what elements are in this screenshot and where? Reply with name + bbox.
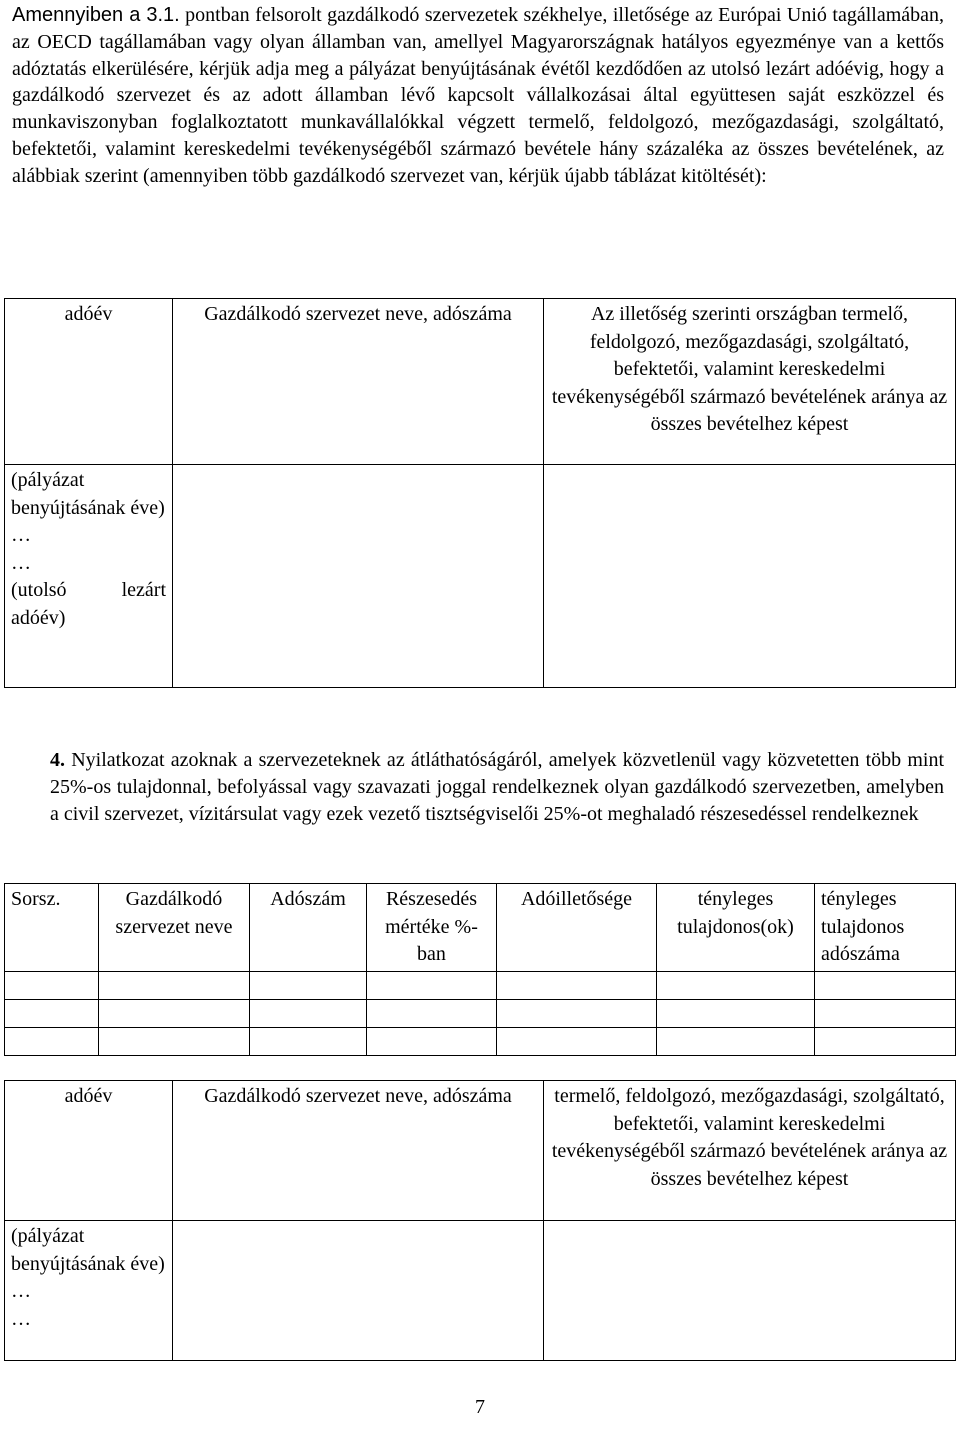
cell[interactable] <box>657 999 815 1027</box>
cell[interactable] <box>250 999 367 1027</box>
col-header-serial: Sorsz. <box>5 884 99 972</box>
cell[interactable] <box>815 1027 956 1055</box>
cell[interactable] <box>657 971 815 999</box>
year-first-label: (pályázat benyújtásának éve) <box>11 1225 165 1275</box>
cell[interactable] <box>367 1027 497 1055</box>
intro-paragraph <box>12 2 944 190</box>
col-header-tax-year: adóév <box>5 1081 173 1221</box>
col-header-tax-residence: Adóilletősége <box>497 884 657 972</box>
ownership-table <box>4 883 956 1056</box>
cell[interactable] <box>250 971 367 999</box>
cell[interactable] <box>5 999 99 1027</box>
ellipsis: … <box>11 1280 31 1302</box>
cell[interactable] <box>497 1027 657 1055</box>
intro-text: pontban felsorolt gazdálkodó szervezetek székhelye, illetősége az Európai Unió tagállamában, az OECD tagállamában vagy olyan államban van, amellyel Magyarországnak hatályos egyezménye van a kettős adóztatás elkerülésére, kérjük adja meg a pályázat benyújtásának évétől kezdődően az utolsó lezárt adóévig, hogy a gazdálkodó szervezet és az adott államban lévő kapcsolt vállalkozásai által együttesen saját eszközzel és munkaviszonyban foglalkoztatott munkavállalókkal végzett termelő, feldolgozó, mezőgazdasági, szolgáltató, befektetői, valamint kereskedelmi tevékenységéből származó bevétele hány százaléka az összes bevételének, az alábbiak szerint (amennyiben több gazdálkodó szervezet van, kérjük újabb táblázat kitöltését): <box>12 4 945 187</box>
year-last-label-cont: adóév) <box>11 606 66 629</box>
cell[interactable] <box>497 999 657 1027</box>
cell[interactable] <box>815 999 956 1027</box>
year-first-label: (pályázat benyújtásának éve) <box>11 469 165 519</box>
cell[interactable] <box>99 1027 250 1055</box>
table-row <box>5 999 956 1027</box>
revenue-ratio-input-cell[interactable] <box>544 465 956 688</box>
revenue-ratio-table <box>4 298 956 688</box>
col-header-org-name: Gazdálkodó szervezet neve, adószáma <box>173 1081 544 1221</box>
cell[interactable] <box>5 1027 99 1055</box>
org-name-input-cell[interactable] <box>173 465 544 688</box>
tax-year-cell <box>5 465 173 688</box>
tax-year-cell <box>5 1221 173 1361</box>
revenue-ratio-input-cell[interactable] <box>544 1221 956 1361</box>
org-name-input-cell[interactable] <box>173 1221 544 1361</box>
col-header-tax-number: Adószám <box>250 884 367 972</box>
page-number: 7 <box>475 1396 485 1418</box>
cell[interactable] <box>99 999 250 1027</box>
col-header-revenue-ratio: termelő, feldolgozó, mezőgazdasági, szolgáltató, befektetői, valamint kereskedelmi tevékenységéből származó bevételének aránya az összes bevételhez képest <box>544 1081 956 1221</box>
col-header-owner-tax-number: tényleges tulajdonos adószáma <box>815 884 956 972</box>
table-row <box>5 971 956 999</box>
cell[interactable] <box>99 971 250 999</box>
ellipsis: … <box>11 1307 31 1330</box>
col-header-revenue-ratio: Az illetőség szerinti országban termelő, feldolgozó, mezőgazdasági, szolgáltató, befektetői, valamint kereskedelmi tevékenységéből származó bevételének aránya az összes bevételhez képest <box>544 299 956 465</box>
year-last-label: (utolsó lezárt <box>11 579 166 601</box>
table-row <box>5 1027 956 1055</box>
cell[interactable] <box>497 971 657 999</box>
cell[interactable] <box>5 971 99 999</box>
intro-lead: Amennyiben a 3.1. <box>12 4 180 26</box>
section-4-text: Nyilatkozat azoknak a szervezeteknek az átláthatóságáról, amelyek közvetlenül vagy közvetetten több mint 25%-os tulajdonnal, befolyással vagy szavazati joggal rendelkeznek olyan gazdálkodó szervezetben, amelyben a civil szervezet, vízitársulat vagy ezek vezető tisztségviselői 25%-ot meghaladó részesedéssel rendelkeznek <box>50 749 945 826</box>
cell[interactable] <box>250 1027 367 1055</box>
ellipsis: … <box>11 551 31 574</box>
col-header-share: Részesedés mértéke %-ban <box>367 884 497 972</box>
cell[interactable] <box>815 971 956 999</box>
cell[interactable] <box>367 999 497 1027</box>
section-number: 4. <box>50 749 65 771</box>
ellipsis: … <box>11 524 31 546</box>
col-header-beneficial-owner: tényleges tulajdonos(ok) <box>657 884 815 972</box>
section-4-statement <box>50 747 944 829</box>
col-header-tax-year: adóév <box>5 299 173 465</box>
col-header-org-name: Gazdálkodó szervezet neve <box>99 884 250 972</box>
cell[interactable] <box>657 1027 815 1055</box>
cell[interactable] <box>367 971 497 999</box>
col-header-org-name: Gazdálkodó szervezet neve, adószáma <box>173 299 544 465</box>
revenue-ratio-table-2 <box>4 1080 956 1361</box>
